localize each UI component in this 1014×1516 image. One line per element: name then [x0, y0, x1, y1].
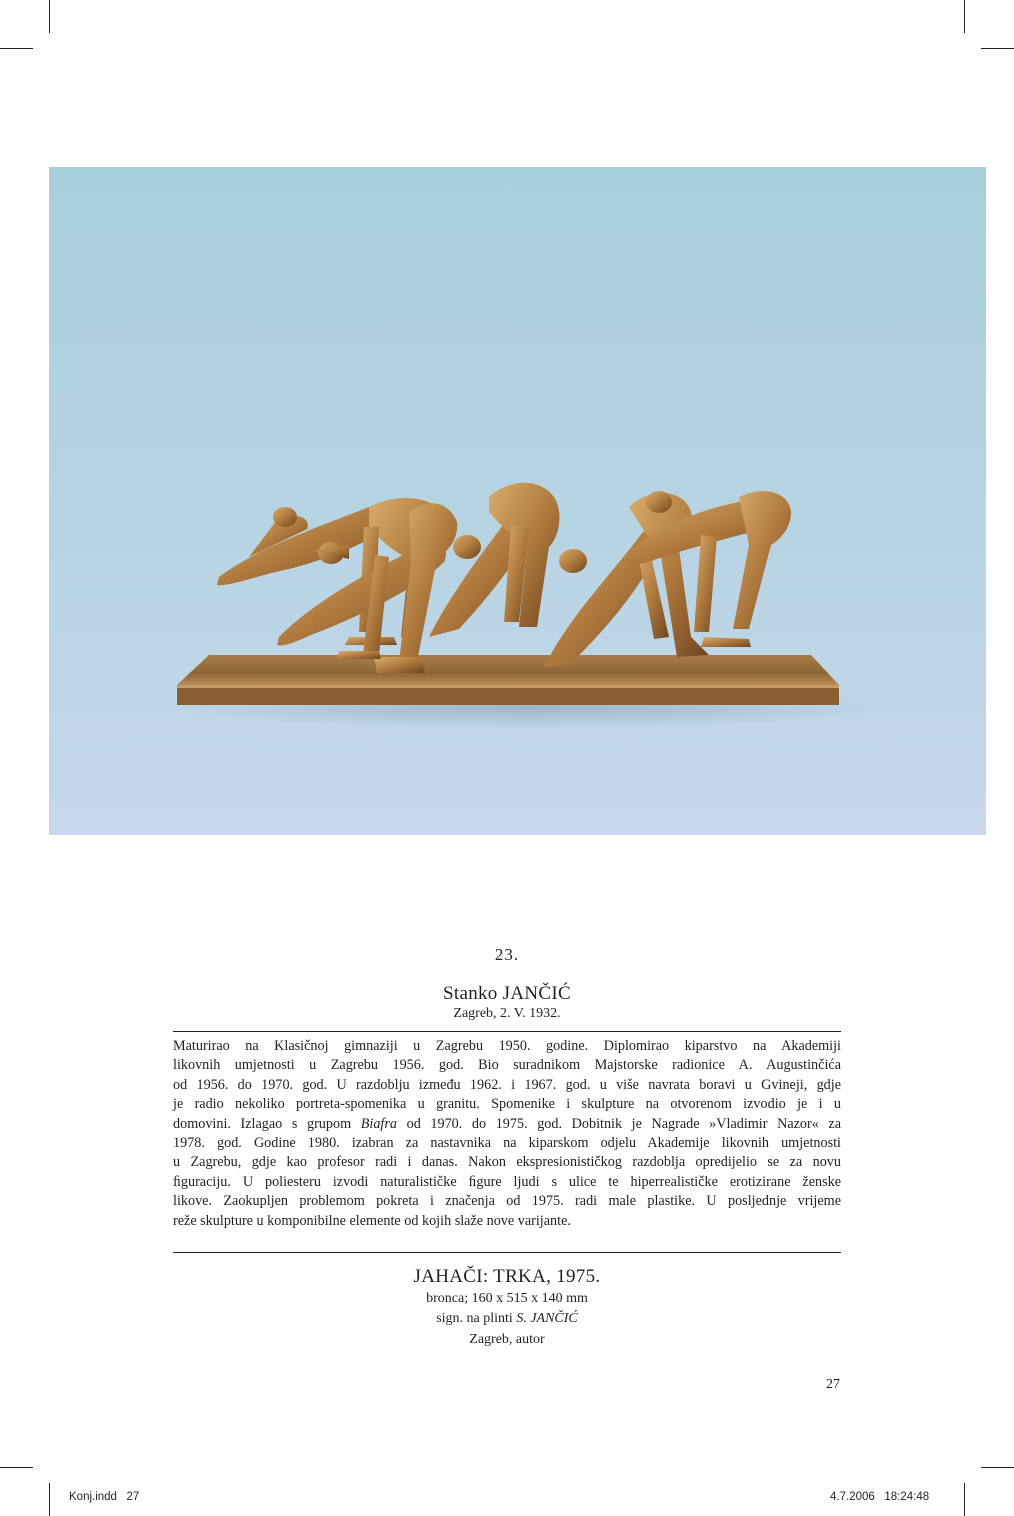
bio-line: je radio nekoliko portreta-spomenika u granitu. Spomenike i skulpture na otvorenom izvodio je i u [173, 1096, 841, 1113]
sculpture-photo [49, 167, 986, 835]
bio-text: od 1970. do 1975. god. Dobitnik je Nagrade »Vladimir Nazor« za [406, 1115, 842, 1132]
crop-mark-top-right-h [981, 48, 1014, 49]
crop-mark-top-left-h [0, 48, 33, 49]
work-location: Zagreb, autor [469, 1332, 545, 1347]
bio-line: likove. Zaokupljen problemom pokreta i značenja od 1975. radi male plastike. U posljednje vrijeme [173, 1193, 841, 1210]
crop-mark-bottom-right-h [981, 1467, 1014, 1468]
signature-prefix: sign. na plinti [436, 1311, 513, 1326]
crop-mark-top-left-v [49, 0, 50, 33]
rule-bottom [173, 1252, 841, 1253]
bio-line: 1978. god. Godine 1980. izabran za nastavnika na kiparskom odjelu Akademije likovnih umjetnosti [173, 1135, 841, 1152]
work-medium: bronca; 160 x 515 x 140 mm [426, 1291, 588, 1306]
crop-mark-bottom-right-v [964, 1483, 965, 1516]
slug-timestamp: 4.7.2006 18:24:48 [830, 1491, 930, 1503]
crop-mark-bottom-left-h [0, 1467, 33, 1468]
slug-filename: Konj.indd 27 [69, 1491, 140, 1503]
bio-line: likovnih umjetnosti u Zagrebu 1956. god. Bio suradnikom Majstorske radionice A. Augustinčića [173, 1057, 841, 1074]
bio-line: ﬁguraciju. U poliesteru izvodi naturalističke ﬁgure ljudi s ulice te hiperrealističke erotizirane ženske [173, 1173, 841, 1190]
artist-name: Stanko JANČIĆ [443, 983, 571, 1004]
plinth-edge [177, 685, 839, 688]
work-title: JAHAČI: TRKA, 1975. [413, 1266, 601, 1287]
bio-line: u Zagrebu, gdje kao profesor radi i danas. Nakon ekspresionističkog razdoblja opredijelio se za novu [173, 1154, 841, 1171]
entry-number: 23. [494, 945, 520, 964]
artist-biography [173, 1037, 841, 1231]
page-number: 27 [826, 1377, 840, 1392]
signature-text: S. JANČIĆ [516, 1311, 578, 1326]
plinth-top [177, 655, 839, 685]
crop-mark-top-right-v [964, 0, 965, 33]
bio-text: domovini. Izlagao s grupom [173, 1115, 352, 1132]
bio-line: Maturirao na Klasičnoj gimnaziji u Zagrebu 1950. godine. Diplomirao kiparstvo na Akademiji [173, 1038, 841, 1054]
sculpture-illustration [49, 167, 986, 835]
bio-line: reže skulpture u komponibilne elemente od kojih slaže nove varijante. [173, 1212, 571, 1229]
crop-mark-bottom-left-v [49, 1483, 50, 1516]
work-signature [173, 1311, 841, 1327]
group-name: Biafra [360, 1115, 397, 1132]
rule-top [173, 1031, 841, 1032]
jockey-figure-3 [429, 483, 559, 637]
bio-line [173, 1115, 841, 1134]
bio-line: od 1956. do 1970. god. U razdoblju između 1962. i 1967. god. u više navrata boravi u Gvineji, gdje [173, 1076, 841, 1093]
artist-birth: Zagreb, 2. V. 1932. [453, 1006, 561, 1021]
